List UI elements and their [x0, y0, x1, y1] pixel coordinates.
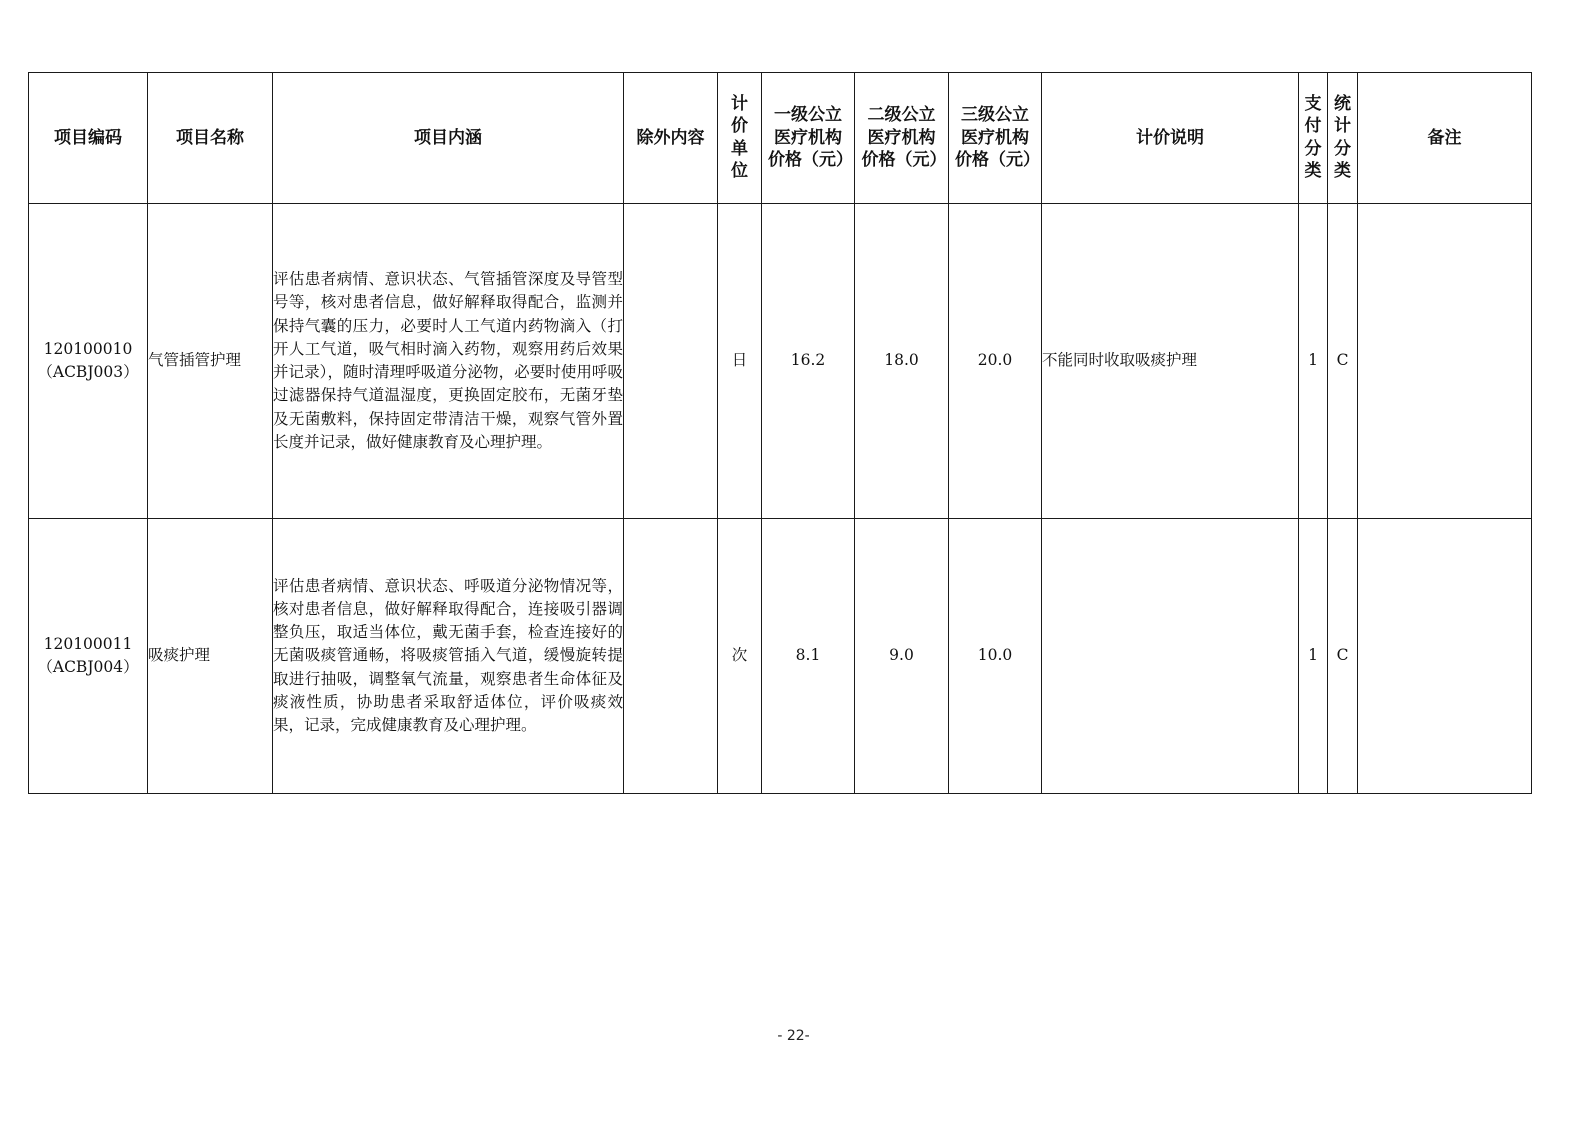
- item-code-alt: （ACBJ004）: [37, 658, 139, 676]
- header-remarks: 备注: [1358, 73, 1532, 204]
- header-price-level1-label: 一级公立医疗机构价格（元）: [768, 104, 853, 171]
- header-statistic-category: [1328, 73, 1358, 204]
- cell-exclusion: [624, 204, 718, 519]
- cell-price-level3: 10.0: [949, 519, 1042, 794]
- cell-statistic-category: C: [1328, 519, 1358, 794]
- cell-price-level2: 9.0: [855, 519, 949, 794]
- item-code: 120100010: [43, 339, 133, 358]
- cell-code: [29, 519, 148, 794]
- cell-remarks: [1358, 519, 1532, 794]
- header-content: 项目内涵: [273, 73, 624, 204]
- header-price-level1: [762, 73, 855, 204]
- header-payment-category: [1299, 73, 1328, 204]
- header-price-level3-label: 三级公立医疗机构价格（元）: [955, 104, 1040, 171]
- cell-statistic-category: C: [1328, 204, 1358, 519]
- cell-exclusion: [624, 519, 718, 794]
- cell-price-level1: 16.2: [762, 204, 855, 519]
- header-price-level2: [855, 73, 949, 204]
- page-number: - 22-: [777, 1028, 810, 1044]
- cell-unit: 日: [718, 204, 762, 519]
- cell-price-level1: 8.1: [762, 519, 855, 794]
- header-statistic-category-label: 统计分类: [1333, 94, 1351, 181]
- header-name: 项目名称: [148, 73, 273, 204]
- cell-pricing-note: 不能同时收取吸痰护理: [1042, 204, 1299, 519]
- cell-remarks: [1358, 204, 1532, 519]
- cell-price-level3: 20.0: [949, 204, 1042, 519]
- item-code: 120100011: [43, 634, 133, 653]
- cell-unit: 次: [718, 519, 762, 794]
- cell-pricing-note: [1042, 519, 1299, 794]
- header-exclusion: 除外内容: [624, 73, 718, 204]
- cell-payment-category: 1: [1299, 519, 1328, 794]
- table-row: [29, 204, 1532, 519]
- header-payment-category-label: 支付分类: [1304, 94, 1322, 181]
- cell-code: [29, 204, 148, 519]
- cell-name: 吸痰护理: [148, 519, 273, 794]
- cell-payment-category: 1: [1299, 204, 1328, 519]
- header-unit: [718, 73, 762, 204]
- item-code-alt: （ACBJ003）: [37, 363, 139, 381]
- cell-price-level2: 18.0: [855, 204, 949, 519]
- cell-content: 评估患者病情、意识状态、呼吸道分泌物情况等，核对患者信息，做好解释取得配合，连接吸引器调整负压，取适当体位，戴无菌手套，检查连接好的无菌吸痰管通畅，将吸痰管插入气道，缓慢旋转提取进行抽吸，调整氧气流量，观察患者生命体征及痰液性质，协助患者采取舒适体位，评价吸痰效果，记录，完成健康教育及心理护理。: [273, 519, 624, 794]
- header-price-level2-label: 二级公立医疗机构价格（元）: [861, 104, 947, 171]
- header-unit-label: 计价单位: [730, 94, 748, 181]
- table-header-row: [29, 73, 1532, 204]
- header-pricing-note: 计价说明: [1042, 73, 1299, 204]
- cell-content: 评估患者病情、意识状态、气管插管深度及导管型号等，核对患者信息，做好解释取得配合，监测并保持气囊的压力，必要时人工气道内药物滴入（打开人工气道，吸气相时滴入药物，观察用药后效果并记录），随时清理呼吸道分泌物，必要时使用呼吸过滤器保持气道温湿度，更换固定胶布，无菌牙垫及无菌敷料，保持固定带清洁干燥，观察气管外置长度并记录，做好健康教育及心理护理。: [273, 204, 624, 519]
- header-code: 项目编码: [29, 73, 148, 204]
- price-table: [28, 72, 1532, 794]
- cell-name: 气管插管护理: [148, 204, 273, 519]
- header-price-level3: [949, 73, 1042, 204]
- table-row: [29, 519, 1532, 794]
